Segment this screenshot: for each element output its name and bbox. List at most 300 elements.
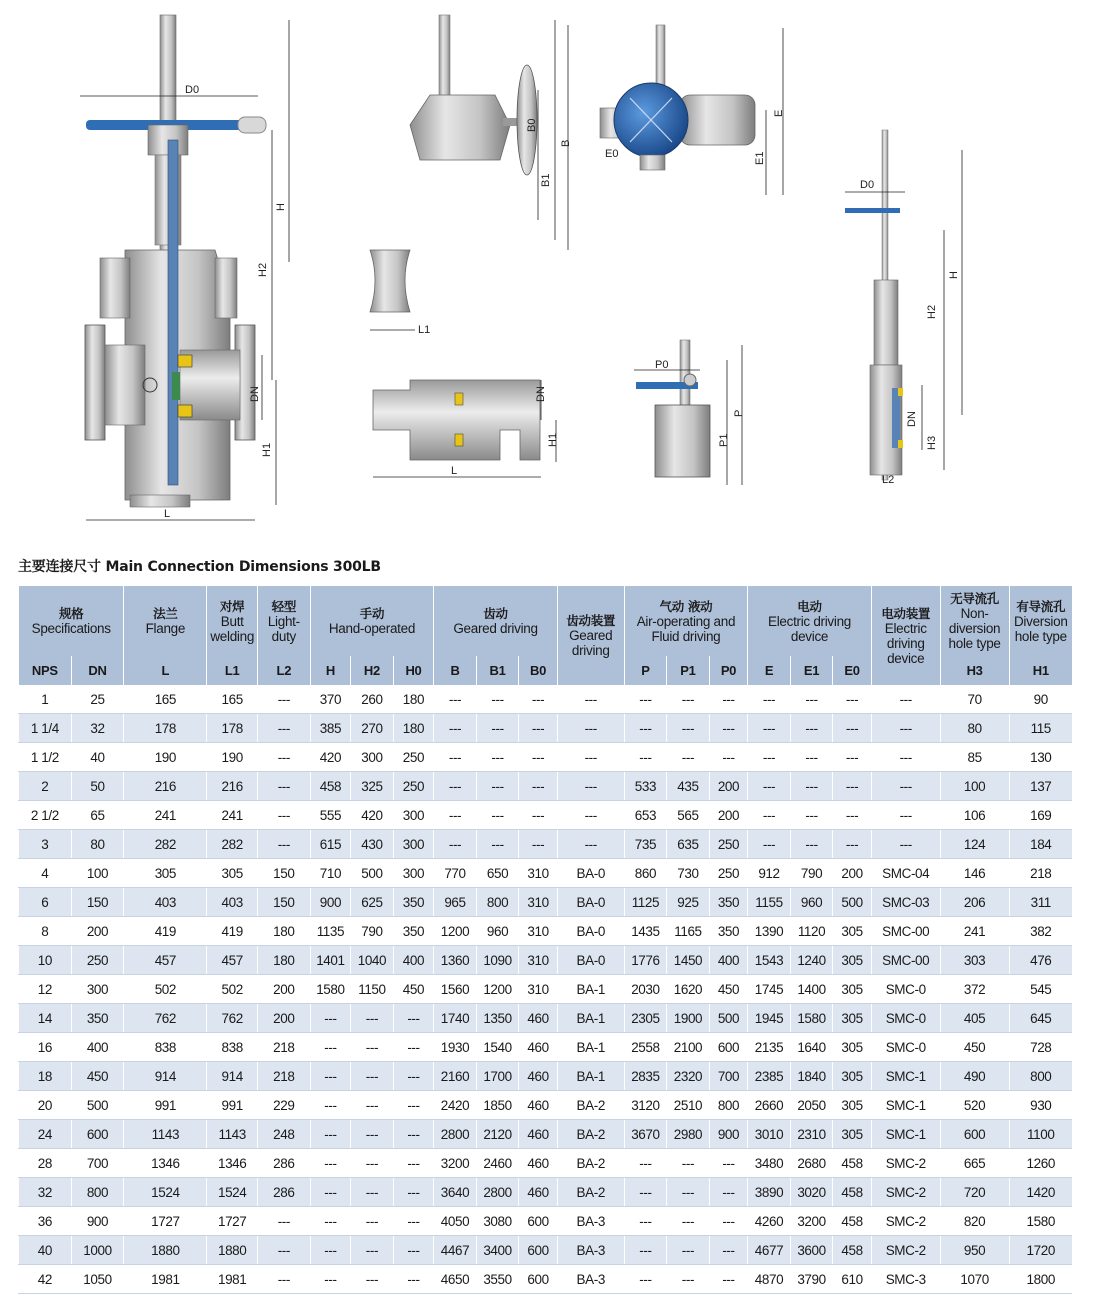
table-cell: SMC-2 — [871, 1178, 940, 1207]
table-cell: BA-3 — [557, 1236, 624, 1265]
table-cell: 4870 — [748, 1265, 791, 1294]
pneumatic-driving-drawing — [634, 340, 745, 485]
table-cell: 310 — [519, 859, 558, 888]
table-cell: 1700 — [476, 1062, 519, 1091]
table-cell: --- — [790, 801, 833, 830]
table-cell: 4467 — [434, 1236, 477, 1265]
group-light-duty: 轻型 Light-duty — [258, 586, 311, 656]
table-cell: --- — [833, 714, 871, 743]
welded-body-drawing — [373, 380, 559, 477]
table-cell: 502 — [207, 975, 258, 1004]
table-cell: 200 — [709, 801, 748, 830]
table-cell: --- — [393, 1033, 434, 1062]
table-cell: --- — [351, 1033, 394, 1062]
table-cell: BA-2 — [557, 1120, 624, 1149]
table-cell: 300 — [393, 859, 434, 888]
valve-drawings — [0, 0, 1100, 540]
table-cell: 241 — [207, 801, 258, 830]
table-cell: 305 — [833, 946, 871, 975]
table-cell: 1135 — [310, 917, 351, 946]
table-cell: 1125 — [624, 888, 667, 917]
table-cell: 450 — [393, 975, 434, 1004]
table-cell: 1580 — [310, 975, 351, 1004]
light-duty-valve-drawing — [845, 130, 962, 486]
table-cell: 305 — [833, 1033, 871, 1062]
table-cell: 130 — [1009, 743, 1072, 772]
table-cell: 200 — [71, 917, 124, 946]
table-cell: --- — [790, 743, 833, 772]
table-cell: 700 — [709, 1062, 748, 1091]
table-row — [19, 1265, 1073, 1294]
table-cell: 555 — [310, 801, 351, 830]
table-cell: --- — [434, 801, 477, 830]
table-cell: 350 — [71, 1004, 124, 1033]
table-cell: --- — [624, 714, 667, 743]
table-cell: 991 — [207, 1091, 258, 1120]
table-cell: 400 — [709, 946, 748, 975]
table-cell: 12 — [19, 975, 72, 1004]
table-cell: 10 — [19, 946, 72, 975]
table-cell: 790 — [790, 859, 833, 888]
table-cell: --- — [519, 714, 558, 743]
table-cell: 420 — [351, 801, 394, 830]
table-cell: --- — [871, 714, 940, 743]
table-cell: 500 — [709, 1004, 748, 1033]
table-cell: 1435 — [624, 917, 667, 946]
label-b1: B1 — [540, 173, 552, 187]
table-cell: 42 — [19, 1265, 72, 1294]
table-cell: --- — [748, 685, 791, 714]
table-cell: 206 — [940, 888, 1009, 917]
table-cell: 260 — [351, 685, 394, 714]
table-cell: 1727 — [207, 1207, 258, 1236]
table-cell: 419 — [207, 917, 258, 946]
table-cell: 3400 — [476, 1236, 519, 1265]
group-hand-operated: 手动 Hand-operated — [310, 586, 434, 656]
table-row — [19, 859, 1073, 888]
table-cell: 1800 — [1009, 1265, 1072, 1294]
table-cell: BA-2 — [557, 1091, 624, 1120]
table-row — [19, 1178, 1073, 1207]
col-e: E — [748, 656, 791, 685]
col-h: H — [310, 656, 351, 685]
table-cell: 762 — [207, 1004, 258, 1033]
table-cell: 2320 — [667, 1062, 710, 1091]
table-cell: --- — [790, 714, 833, 743]
table-cell: 762 — [124, 1004, 207, 1033]
table-cell: 350 — [709, 888, 748, 917]
table-cell: 3 — [19, 830, 72, 859]
table-cell: 545 — [1009, 975, 1072, 1004]
table-cell: 1 — [19, 685, 72, 714]
table-cell: 270 — [351, 714, 394, 743]
table-cell: 1524 — [124, 1178, 207, 1207]
table-cell: 457 — [207, 946, 258, 975]
col-p: P — [624, 656, 667, 685]
table-cell: 169 — [1009, 801, 1072, 830]
table-cell: --- — [310, 1033, 351, 1062]
table-cell: 18 — [19, 1062, 72, 1091]
table-cell: 635 — [667, 830, 710, 859]
table-cell: 1540 — [476, 1033, 519, 1062]
table-cell: --- — [833, 772, 871, 801]
table-cell: 3600 — [790, 1236, 833, 1265]
table-cell: 24 — [19, 1120, 72, 1149]
section-title: 主要连接尺寸 Main Connection Dimensions 300LB — [18, 559, 381, 575]
table-cell: BA-0 — [557, 859, 624, 888]
table-cell: 2050 — [790, 1091, 833, 1120]
label-e: E — [773, 109, 785, 117]
table-cell: --- — [624, 1265, 667, 1294]
table-cell: --- — [709, 743, 748, 772]
table-cell: 305 — [833, 917, 871, 946]
table-cell: 4260 — [748, 1207, 791, 1236]
group-specifications: 规格 Specifications — [19, 586, 124, 656]
table-cell: --- — [709, 714, 748, 743]
table-cell: 1070 — [940, 1265, 1009, 1294]
table-cell: SMC-3 — [871, 1265, 940, 1294]
table-cell: --- — [310, 1149, 351, 1178]
table-cell: --- — [393, 1236, 434, 1265]
table-cell: 800 — [71, 1178, 124, 1207]
table-cell: --- — [667, 1265, 710, 1294]
table-cell: --- — [790, 685, 833, 714]
label-p0: P0 — [655, 359, 669, 371]
table-cell: 1143 — [207, 1120, 258, 1149]
table-cell: 520 — [940, 1091, 1009, 1120]
table-cell: 914 — [124, 1062, 207, 1091]
table-cell: --- — [833, 801, 871, 830]
table-cell: 40 — [71, 743, 124, 772]
table-cell: 2835 — [624, 1062, 667, 1091]
table-cell: 600 — [519, 1265, 558, 1294]
table-cell: 460 — [519, 1120, 558, 1149]
table-cell: 502 — [124, 975, 207, 1004]
table-cell: 305 — [833, 975, 871, 1004]
table-row — [19, 946, 1073, 975]
table-cell: BA-2 — [557, 1178, 624, 1207]
table-cell: --- — [519, 685, 558, 714]
table-cell: BA-1 — [557, 1033, 624, 1062]
table-cell: 20 — [19, 1091, 72, 1120]
table-cell: 370 — [310, 685, 351, 714]
table-cell: --- — [393, 1120, 434, 1149]
table-cell: 241 — [124, 801, 207, 830]
table-cell: 350 — [709, 917, 748, 946]
table-cell: 960 — [790, 888, 833, 917]
table-row — [19, 685, 1073, 714]
table-cell: 770 — [434, 859, 477, 888]
label-d0: D0 — [185, 84, 200, 96]
table-cell: 305 — [833, 1120, 871, 1149]
table-cell: 216 — [124, 772, 207, 801]
label-dn-weld: DN — [535, 386, 547, 402]
table-cell: SMC-00 — [871, 946, 940, 975]
table-cell: 90 — [1009, 685, 1072, 714]
table-cell: BA-1 — [557, 1004, 624, 1033]
table-cell: --- — [667, 1236, 710, 1265]
group-non-diversion: 无导流孔 Non-diversion hole type — [940, 586, 1009, 656]
table-cell: SMC-0 — [871, 1033, 940, 1062]
table-cell: 1400 — [790, 975, 833, 1004]
table-cell: 300 — [393, 830, 434, 859]
table-cell: 4050 — [434, 1207, 477, 1236]
col-l2: L2 — [258, 656, 311, 685]
label-dn: DN — [249, 386, 261, 402]
table-cell: 3640 — [434, 1178, 477, 1207]
label-h: H — [275, 203, 287, 211]
table-cell: 430 — [351, 830, 394, 859]
col-b: B — [434, 656, 477, 685]
table-cell: 2420 — [434, 1091, 477, 1120]
table-cell: 50 — [71, 772, 124, 801]
table-cell: 419 — [124, 917, 207, 946]
table-cell: 790 — [351, 917, 394, 946]
table-cell: --- — [351, 1062, 394, 1091]
table-cell: 282 — [124, 830, 207, 859]
table-cell: SMC-00 — [871, 917, 940, 946]
table-cell: 80 — [71, 830, 124, 859]
table-cell: 1346 — [124, 1149, 207, 1178]
table-cell: 150 — [71, 888, 124, 917]
table-cell: 28 — [19, 1149, 72, 1178]
col-dn: DN — [71, 656, 124, 685]
table-cell: 1560 — [434, 975, 477, 1004]
table-cell: 305 — [833, 1062, 871, 1091]
table-cell: 200 — [709, 772, 748, 801]
table-cell: --- — [393, 1091, 434, 1120]
table-cell: 350 — [393, 888, 434, 917]
table-cell: --- — [476, 830, 519, 859]
table-cell: 2660 — [748, 1091, 791, 1120]
table-cell: --- — [258, 1265, 311, 1294]
table-cell: 2100 — [667, 1033, 710, 1062]
table-row — [19, 1207, 1073, 1236]
table-cell: 435 — [667, 772, 710, 801]
table-cell: 32 — [19, 1178, 72, 1207]
table-cell: 300 — [71, 975, 124, 1004]
table-row — [19, 1033, 1073, 1062]
table-cell: 1200 — [434, 917, 477, 946]
table-row — [19, 888, 1073, 917]
table-cell: --- — [557, 743, 624, 772]
table-cell: 311 — [1009, 888, 1072, 917]
table-cell: 600 — [940, 1120, 1009, 1149]
label-l1: L1 — [418, 324, 431, 336]
table-cell: --- — [833, 685, 871, 714]
table-cell: 303 — [940, 946, 1009, 975]
table-cell: 838 — [124, 1033, 207, 1062]
table-cell: 1580 — [790, 1004, 833, 1033]
table-cell: 3020 — [790, 1178, 833, 1207]
table-cell: 25 — [71, 685, 124, 714]
table-cell: 1000 — [71, 1236, 124, 1265]
table-cell: 146 — [940, 859, 1009, 888]
table-cell: 3120 — [624, 1091, 667, 1120]
table-cell: 2120 — [476, 1120, 519, 1149]
table-cell: SMC-2 — [871, 1149, 940, 1178]
table-cell: 310 — [519, 975, 558, 1004]
table-cell: --- — [519, 743, 558, 772]
table-cell: --- — [258, 772, 311, 801]
table-row — [19, 1120, 1073, 1149]
table-cell: 1930 — [434, 1033, 477, 1062]
table-cell: 85 — [940, 743, 1009, 772]
label-dn-light: DN — [906, 411, 918, 427]
table-cell: 3200 — [790, 1207, 833, 1236]
table-cell: 190 — [207, 743, 258, 772]
table-cell: 2310 — [790, 1120, 833, 1149]
label-h2: H2 — [257, 262, 269, 277]
table-cell: --- — [667, 714, 710, 743]
table-cell: SMC-1 — [871, 1120, 940, 1149]
table-cell: --- — [871, 772, 940, 801]
table-cell: 1450 — [667, 946, 710, 975]
label-l2-light: L2 — [882, 474, 895, 486]
table-cell: --- — [258, 714, 311, 743]
table-cell: --- — [310, 1178, 351, 1207]
table-cell: 178 — [207, 714, 258, 743]
table-cell: 1776 — [624, 946, 667, 975]
table-cell: BA-0 — [557, 946, 624, 975]
table-cell: 400 — [71, 1033, 124, 1062]
col-nps: NPS — [19, 656, 72, 685]
table-cell: 460 — [519, 1091, 558, 1120]
table-cell: 500 — [71, 1091, 124, 1120]
label-d0-light: D0 — [860, 179, 875, 191]
table-cell: --- — [351, 1178, 394, 1207]
table-cell: BA-2 — [557, 1149, 624, 1178]
table-cell: 150 — [258, 888, 311, 917]
table-cell: 860 — [624, 859, 667, 888]
table-cell: --- — [557, 714, 624, 743]
table-cell: 305 — [833, 1091, 871, 1120]
table-cell: --- — [476, 801, 519, 830]
table-cell: 1120 — [790, 917, 833, 946]
table-cell: 1 1/4 — [19, 714, 72, 743]
table-cell: BA-0 — [557, 888, 624, 917]
table-cell: 458 — [833, 1149, 871, 1178]
table-cell: 900 — [310, 888, 351, 917]
butt-weld-detail-drawing — [370, 250, 430, 336]
table-cell: 150 — [258, 859, 311, 888]
table-cell: SMC-1 — [871, 1091, 940, 1120]
table-cell: --- — [310, 1062, 351, 1091]
table-cell: 820 — [940, 1207, 1009, 1236]
table-cell: SMC-0 — [871, 1004, 940, 1033]
table-cell: 1360 — [434, 946, 477, 975]
table-cell: 216 — [207, 772, 258, 801]
table-cell: 286 — [258, 1149, 311, 1178]
table-cell: --- — [871, 743, 940, 772]
table-cell: 838 — [207, 1033, 258, 1062]
table-cell: 490 — [940, 1062, 1009, 1091]
table-cell: --- — [476, 743, 519, 772]
label-l: L — [164, 508, 171, 520]
table-cell: 4 — [19, 859, 72, 888]
table-cell: 1 1/2 — [19, 743, 72, 772]
table-cell: 1100 — [1009, 1120, 1072, 1149]
table-row — [19, 1004, 1073, 1033]
table-cell: 305 — [207, 859, 258, 888]
table-cell: --- — [748, 830, 791, 859]
table-cell: 2800 — [476, 1178, 519, 1207]
table-cell: 2800 — [434, 1120, 477, 1149]
col-l1: L1 — [207, 656, 258, 685]
table-row — [19, 772, 1073, 801]
table-cell: 40 — [19, 1236, 72, 1265]
table-cell: 1240 — [790, 946, 833, 975]
table-cell: 229 — [258, 1091, 311, 1120]
table-cell: --- — [351, 1149, 394, 1178]
table-cell: --- — [476, 714, 519, 743]
table-cell: 1840 — [790, 1062, 833, 1091]
table-body — [19, 685, 1073, 1294]
table-cell: 180 — [258, 917, 311, 946]
table-cell: 710 — [310, 859, 351, 888]
table-cell: --- — [310, 1120, 351, 1149]
label-b: B — [560, 139, 572, 147]
table-cell: --- — [258, 1207, 311, 1236]
table-cell: BA-1 — [557, 975, 624, 1004]
table-cell: 450 — [940, 1033, 1009, 1062]
col-h0: H0 — [393, 656, 434, 685]
table-cell: 533 — [624, 772, 667, 801]
table-cell: 665 — [940, 1149, 1009, 1178]
table-cell: 165 — [207, 685, 258, 714]
table-cell: 36 — [19, 1207, 72, 1236]
table-cell: 1900 — [667, 1004, 710, 1033]
table-cell: 950 — [940, 1236, 1009, 1265]
table-cell: --- — [393, 1004, 434, 1033]
table-cell: --- — [258, 685, 311, 714]
col-e0: E0 — [833, 656, 871, 685]
table-cell: --- — [351, 1207, 394, 1236]
group-flange: 法兰 Flange — [124, 586, 207, 656]
table-row — [19, 743, 1073, 772]
table-cell: 600 — [519, 1236, 558, 1265]
table-cell: 625 — [351, 888, 394, 917]
table-cell: --- — [557, 772, 624, 801]
table-cell: 460 — [519, 1004, 558, 1033]
table-row — [19, 1236, 1073, 1265]
table-cell: 960 — [476, 917, 519, 946]
table-cell: 1727 — [124, 1207, 207, 1236]
table-cell: 460 — [519, 1062, 558, 1091]
table-cell: 4650 — [434, 1265, 477, 1294]
table-cell: 565 — [667, 801, 710, 830]
table-cell: --- — [557, 830, 624, 859]
table-cell: SMC-2 — [871, 1236, 940, 1265]
table-cell: --- — [258, 801, 311, 830]
table-cell: 1200 — [476, 975, 519, 1004]
table-cell: 914 — [207, 1062, 258, 1091]
table-cell: 2135 — [748, 1033, 791, 1062]
table-cell: 1880 — [207, 1236, 258, 1265]
table-cell: --- — [871, 830, 940, 859]
table-cell: BA-3 — [557, 1265, 624, 1294]
table-cell: 190 — [124, 743, 207, 772]
table-cell: --- — [476, 685, 519, 714]
table-cell: 650 — [476, 859, 519, 888]
table-cell: --- — [351, 1265, 394, 1294]
table-cell: 600 — [71, 1120, 124, 1149]
table-cell: 610 — [833, 1265, 871, 1294]
table-cell: --- — [310, 1265, 351, 1294]
table-cell: 645 — [1009, 1004, 1072, 1033]
table-cell: 728 — [1009, 1033, 1072, 1062]
table-cell: 106 — [940, 801, 1009, 830]
